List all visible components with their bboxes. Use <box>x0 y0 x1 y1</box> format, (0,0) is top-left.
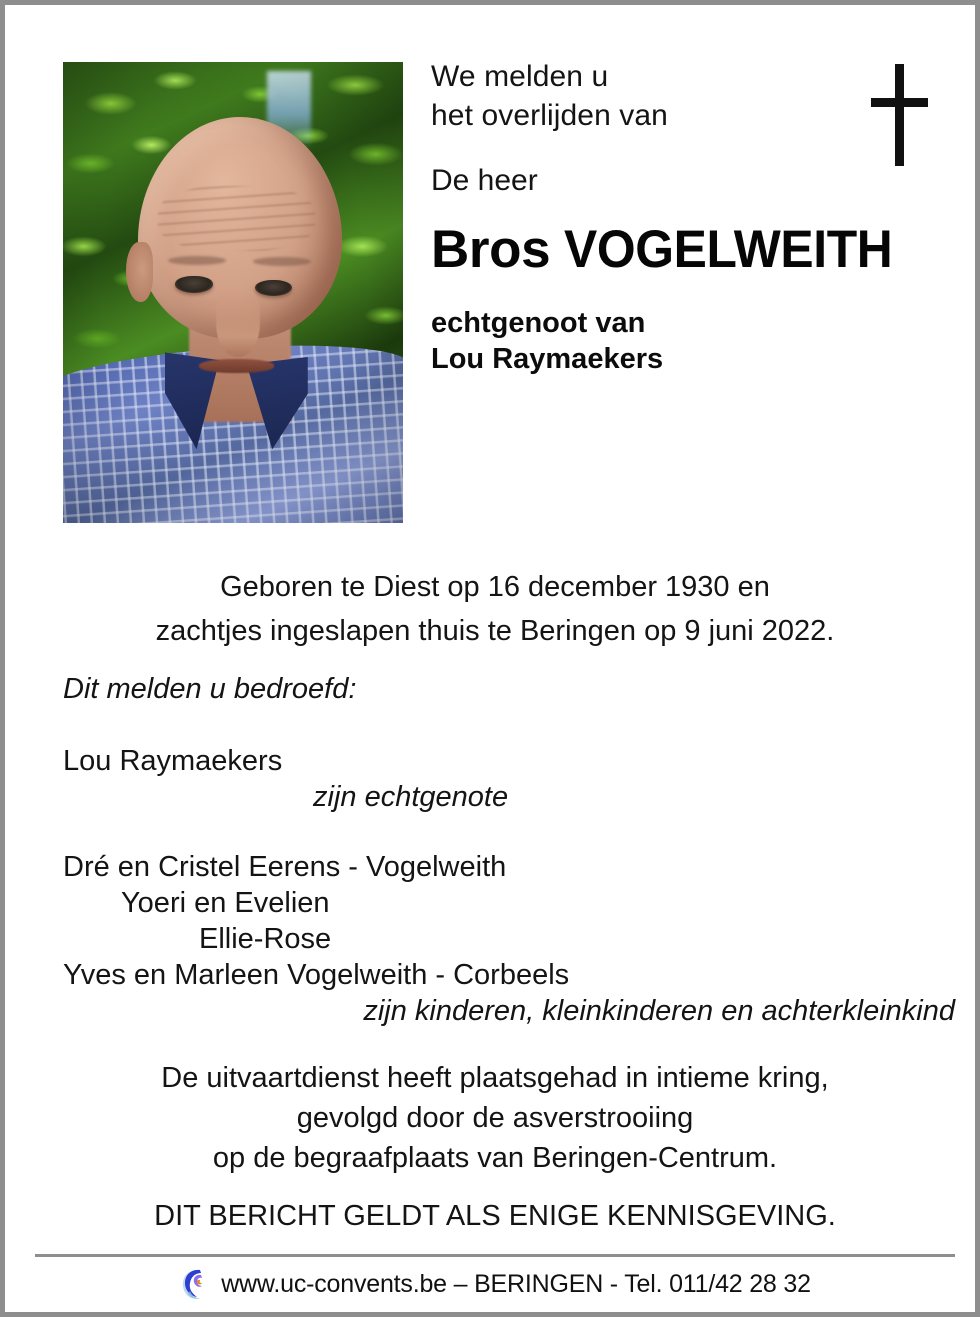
service-details <box>35 1058 955 1178</box>
service-line-2: gevolgd door de asverstrooiing <box>296 1102 694 1134</box>
death-line: zachtjes ingeslapen thuis te Beringen op 9 juni 2022. <box>155 615 835 647</box>
family-child-2: Yves en Marleen Vogelweith - Corbeels <box>63 959 570 991</box>
deceased-surname: VOGELWEITH <box>564 220 893 279</box>
family-grandchild-1: Yoeri en Evelien <box>121 887 330 919</box>
announce-line: Dit melden u bedroefd: <box>63 673 357 705</box>
spouse-block <box>431 305 851 377</box>
title-prefix: De heer <box>431 164 538 197</box>
footer-divider <box>35 1254 955 1257</box>
portrait-photo <box>63 62 403 523</box>
spouse-label: echtgenoot van <box>431 307 646 339</box>
lead-line-2: het overlijden van <box>431 99 668 132</box>
header-text-block <box>431 57 893 377</box>
cross-horizontal-bar <box>871 98 928 107</box>
family-list <box>35 743 955 1029</box>
family-children-relation: zijn kinderen, kleinkinderen en achterkleinkind <box>363 995 955 1027</box>
latin-cross-icon <box>871 64 927 166</box>
family-spacer <box>35 815 955 849</box>
family-spouse-name: Lou Raymaekers <box>63 745 283 777</box>
family-spouse-relation: zijn echtgenote <box>313 781 509 813</box>
cross-vertical-bar <box>895 64 904 166</box>
deceased-name <box>431 220 893 279</box>
spouse-name: Lou Raymaekers <box>431 343 664 375</box>
service-line-3: op de begraafplaats van Beringen-Centrum. <box>212 1142 778 1174</box>
footer <box>35 1267 955 1301</box>
lead-line-1: We melden u <box>431 60 609 93</box>
family-child-1: Dré en Cristel Eerens - Vogelweith <box>63 851 507 883</box>
birth-death-block <box>35 565 955 653</box>
deceased-first-name: Bros <box>431 220 551 279</box>
single-notice-statement: DIT BERICHT GELDT ALS ENIGE KENNISGEVING. <box>154 1200 836 1232</box>
uc-convents-swirl-logo-icon <box>179 1267 209 1301</box>
service-line-1: De uitvaartdienst heeft plaatsgehad in intieme kring, <box>161 1062 829 1094</box>
family-greatgrandchild-1: Ellie-Rose <box>199 923 332 955</box>
photo-vignette <box>63 62 403 523</box>
birth-line: Geboren te Diest op 16 december 1930 en <box>220 571 770 603</box>
footer-contact-text: www.uc-convents.be – BERINGEN - Tel. 011/42 28 32 <box>221 1270 811 1298</box>
